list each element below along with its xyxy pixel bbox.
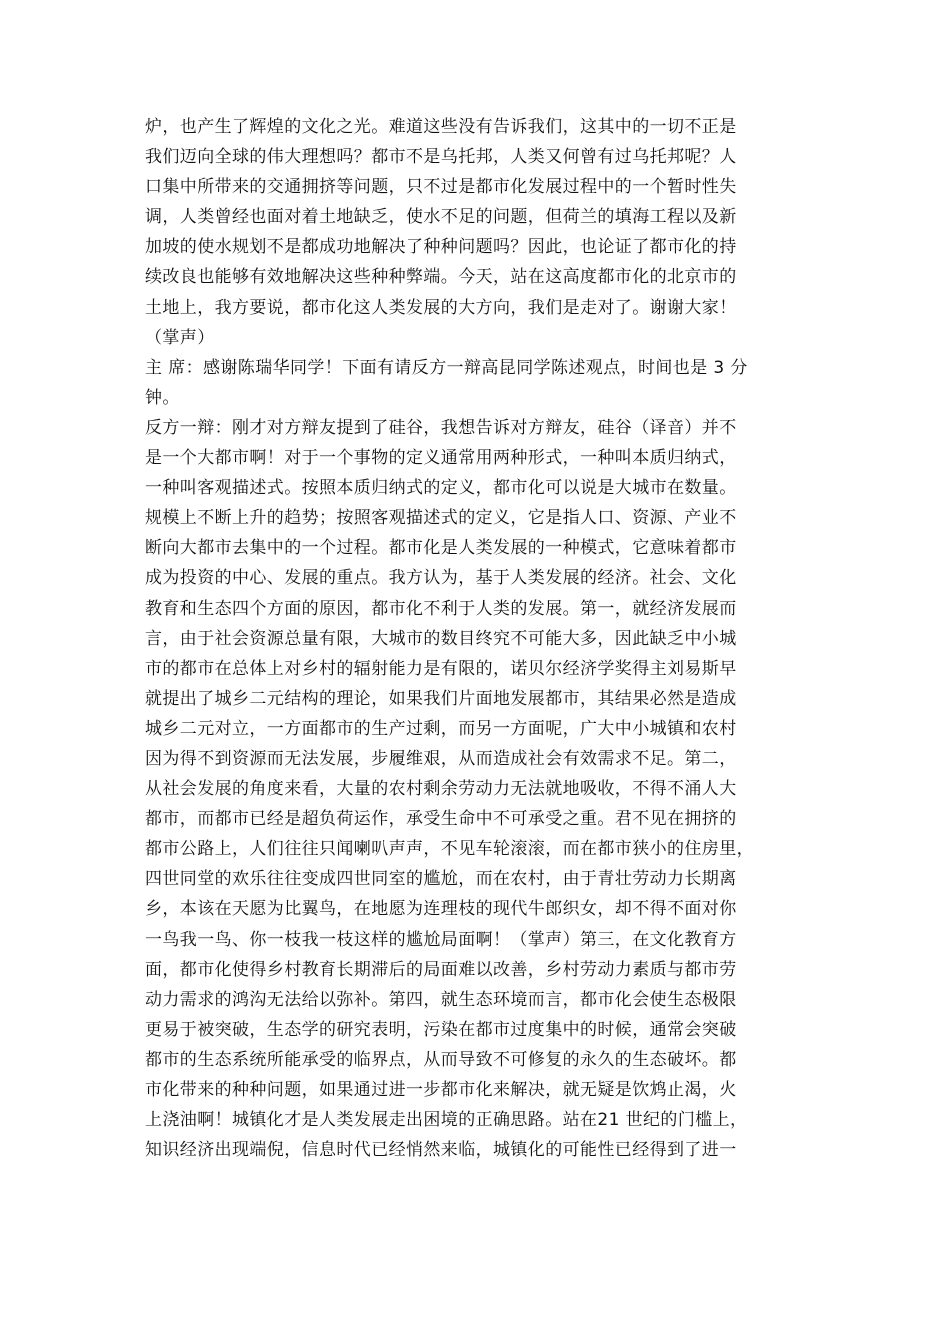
text-line: 一种叫客观描述式。按照本质归纳式的定义，都市化可以说是大城市在数量。: [145, 478, 737, 499]
text-line: 都市，而都市已经是超负荷运作，承受生命中不可承受之重。君不见在拥挤的: [145, 809, 737, 830]
text-line: 断向大都市去集中的一个过程。都市化是人类发展的一种模式，它意味着都市: [145, 538, 737, 559]
text-line: 言，由于社会资源总量有限，大城市的数目终究不可能大多，因此缺乏中小城: [145, 628, 737, 649]
chairman-line: 主 席：感谢陈瑞华同学！下面有请反方一辩高昆同学陈述观点，时间也是 3 分: [145, 357, 748, 378]
text-line: 一鸟我一鸟、你一枝我一枝这样的尴尬局面啊！（掌声）第三，在文化教育方: [145, 929, 737, 950]
document-page: [145, 112, 825, 1165]
text-line: 钟。: [145, 387, 180, 408]
text-line: 上浇油啊！城镇化才是人类发展走出困境的正确思路。站在21 世纪的门槛上，: [145, 1110, 748, 1131]
text-line: 四世同堂的欢乐往往变成四世同室的尴尬，而在农村，由于青壮劳动力长期离: [145, 869, 737, 890]
text-line: 我们迈向全球的伟大理想吗？都市不是乌托邦，人类又何曾有过乌托邦呢？人: [145, 147, 737, 168]
text-line: 从社会发展的角度来看，大量的农村剩余劳动力无法就地吸收，不得不涌人大: [145, 779, 737, 800]
text-line: 市化带来的种种问题，如果通过进一步都市化来解决，就无疑是饮鸩止渴，火: [145, 1080, 737, 1100]
text-line: 加坡的使水规划不是都成功地解决了种种问题吗？因此，也论证了都市化的持: [145, 237, 737, 258]
text-line: 成为投资的中心、发展的重点。我方认为，基于人类发展的经济。社会、文化: [145, 568, 737, 589]
text-line: 都市的生态系统所能承受的临界点，从而导致不可修复的永久的生态破坏。都: [145, 1049, 737, 1070]
text-line: 因为得不到资源而无法发展，步履维艰，从而造成社会有效需求不足。第二，: [145, 748, 737, 769]
text-line: 教育和生态四个方面的原因，都市化不利于人类的发展。第一，就经济发展而: [145, 598, 737, 619]
speaker-line: 反方一辩：刚才对方辩友提到了硅谷，我想告诉对方辩友，硅谷（译音）并不: [145, 417, 737, 438]
text-line: 口集中所带来的交通拥挤等问题，只不过是都市化发展过程中的一个暂时性失: [145, 177, 737, 198]
text-line: 就提出了城乡二元结构的理论，如果我们片面地发展都市，其结果必然是造成: [145, 688, 737, 709]
text-line: 规模上不断上升的趋势；按照客观描述式的定义，它是指人口、资源、产业不: [145, 508, 737, 529]
text-line: （掌声）: [145, 327, 215, 348]
text-line: 知识经济出现端倪，信息时代已经悄然来临，城镇化的可能性已经得到了进一: [145, 1140, 737, 1161]
text-line: 面，都市化使得乡村教育长期滞后的局面难以改善，乡村劳动力素质与都市劳: [145, 959, 737, 980]
text-line: 动力需求的鸿沟无法给以弥补。第四，就生态环境而言，都市化会使生态极限: [145, 989, 737, 1010]
text-line: 土地上，我方要说，都市化这人类发展的大方向，我们是走对了。谢谢大家！: [145, 297, 737, 318]
text-line: 是一个大都市啊！对于一个事物的定义通常用两种形式，一种叫本质归纳式，: [145, 448, 737, 469]
text-line: 城乡二元对立，一方面都市的生产过剩，而另一方面呢，广大中小城镇和农村: [145, 718, 737, 739]
text-line: 调，人类曾经也面对着土地缺乏，使水不足的问题，但荷兰的填海工程以及新: [145, 207, 737, 228]
text-line: 续改良也能够有效地解决这些种种弊端。今天，站在这高度都市化的北京市的: [145, 267, 737, 288]
text-line: 炉，也产生了辉煌的文化之光。难道这些没有告诉我们，这其中的一切不正是: [145, 117, 737, 137]
text-line: 更易于被突破，生态学的研究表明，污染在都市过度集中的时候，通常会突破: [145, 1019, 737, 1040]
text-line: 都市公路上，人们往往只闻喇叭声声，不见车轮滚滚，而在都市狭小的住房里，: [145, 839, 754, 860]
text-line: 市的都市在总体上对乡村的辐射能力是有限的，诺贝尔经济学奖得主刘易斯早: [145, 658, 737, 679]
text-line: 乡，本该在天愿为比翼鸟，在地愿为连理枝的现代牛郎织女，却不得不面对你: [145, 899, 737, 920]
